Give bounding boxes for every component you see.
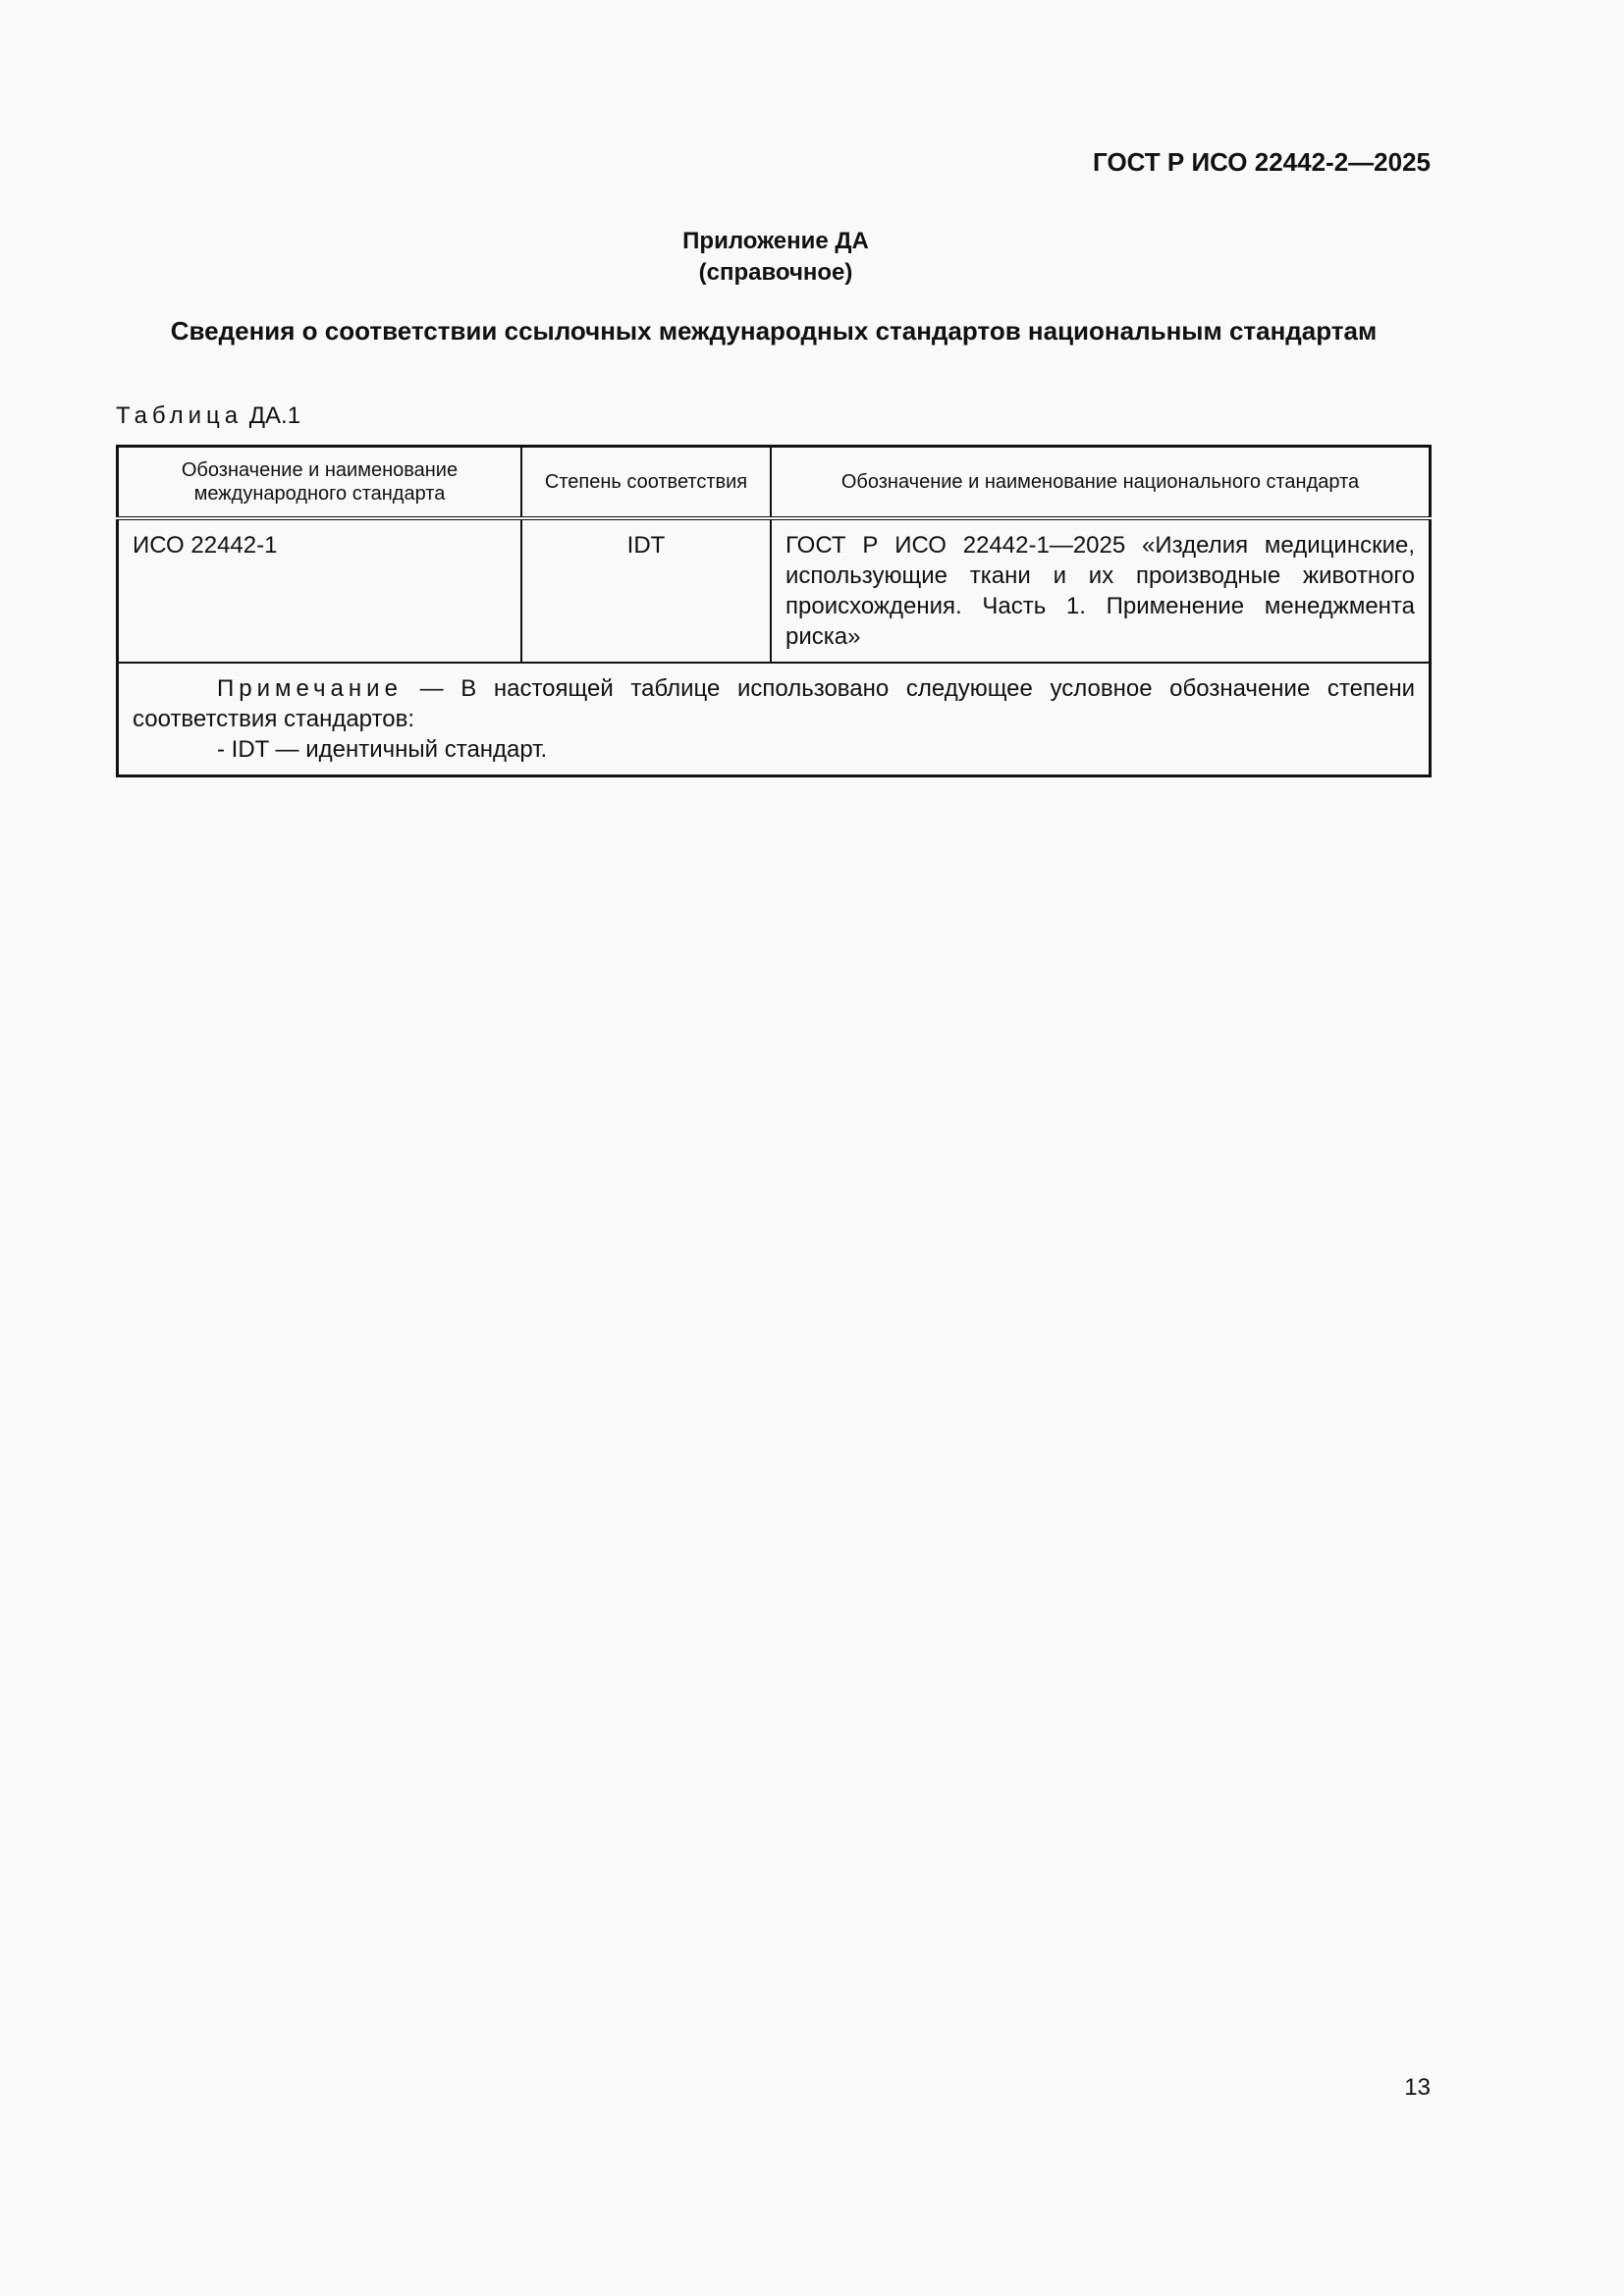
table-header-row <box>118 447 1431 519</box>
header-national-standard: Обозначение и наименование национального стандарта <box>771 447 1431 519</box>
note-label: Примечание <box>217 675 403 702</box>
table-caption-number: ДА.1 <box>248 402 301 429</box>
cell-national-standard: ГОСТ Р ИСО 22442-1—2025 «Изделия медицинские, использующие ткани и их производные животного происхождения. Часть 1. Применение менеджмента риска» <box>771 518 1431 663</box>
annex-title: Приложение ДА <box>682 228 869 254</box>
document-code: ГОСТ Р ИСО 22442-2—2025 <box>1093 147 1431 177</box>
note-paragraph <box>133 673 1415 734</box>
header-international-standard: Обозначение и наименование международного стандарта <box>118 447 522 519</box>
section-title: Сведения о соответствии ссылочных международных стандартов национальным стандартам <box>170 316 1378 346</box>
cell-degree-of-conformity: IDT <box>521 518 771 663</box>
annex-heading <box>0 226 1551 289</box>
table-caption-label: Таблица <box>116 402 244 429</box>
table-note <box>118 663 1431 776</box>
cell-international-standard: ИСО 22442-1 <box>118 518 522 663</box>
table-caption <box>116 402 300 430</box>
note-dash: — <box>419 675 444 702</box>
header-degree-of-conformity: Степень соответствия <box>521 447 771 519</box>
annex-kind: (справочное) <box>698 259 853 286</box>
note-text: В настоящей таблице использовано следующее условное обозначение степени соответствия стандартов: <box>133 675 1416 732</box>
table-row <box>118 518 1431 663</box>
table-note-row <box>118 663 1431 776</box>
note-list-item: - IDT — идентичный стандарт. <box>217 736 548 763</box>
page-number: 13 <box>1404 2074 1431 2101</box>
correspondence-table <box>116 445 1432 777</box>
